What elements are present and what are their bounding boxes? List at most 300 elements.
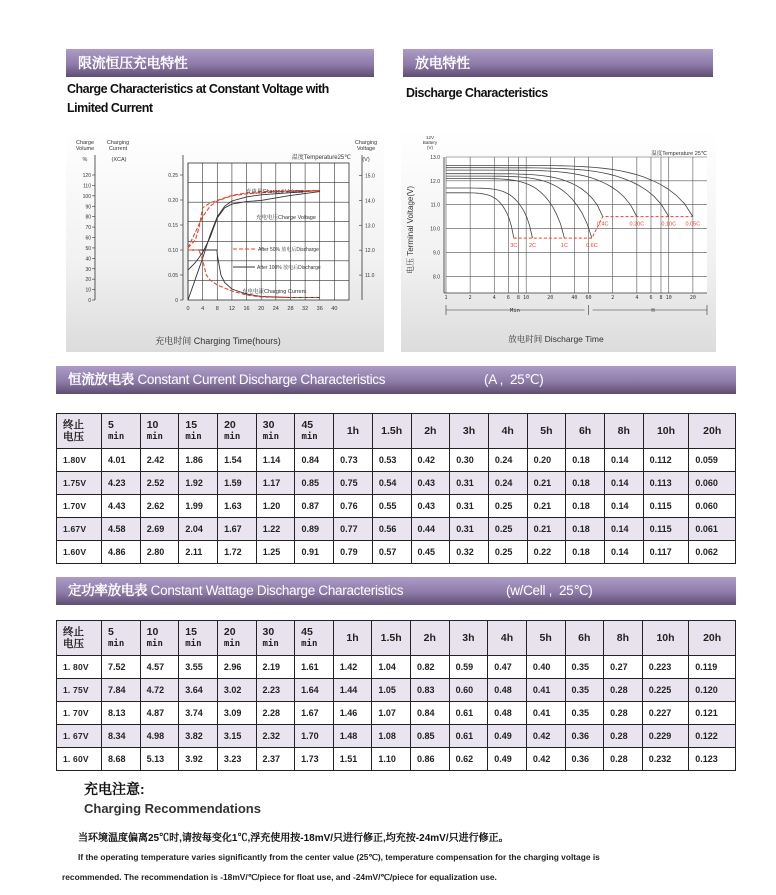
value-cell: 8.13 (102, 702, 141, 725)
value-cell: 0.32 (450, 541, 489, 564)
charge-axis-left1-tick-label: 20 (85, 277, 91, 284)
table-row (57, 679, 736, 702)
value-cell: 0.120 (689, 679, 736, 702)
value-cell: 2.37 (256, 748, 295, 771)
value-cell: 1.67 (218, 518, 257, 541)
header-cell (642, 621, 689, 656)
legend-item-after-50: After 50% 放电后Discharge (258, 247, 319, 253)
charge-x-tick-label: 20 (258, 306, 265, 312)
charge-section-band (66, 49, 374, 77)
discharge-x-tick-min: 8 (516, 295, 520, 301)
charge-subtitle (67, 80, 387, 118)
discharge-rate-label: 3C (510, 243, 518, 250)
value-cell: 1.72 (218, 541, 257, 564)
discharge-x-axis-label: 放电时间 Discharge Time (508, 334, 604, 344)
discharge-rate-label: 0.6C (586, 243, 598, 250)
header-cutoff-bottom: 电压 (63, 431, 84, 443)
value-cell: 1.63 (218, 495, 257, 518)
discharge-x-tick-min: 40 (571, 295, 578, 301)
charge-axis-left1-label-line1: Charge (75, 140, 95, 146)
charge-axis-left2-tick-label: 0.20 (168, 198, 178, 204)
value-cell: 0.18 (566, 449, 605, 472)
header-duration: 20 (224, 419, 236, 431)
header-cell (689, 414, 736, 449)
charge-x-tick-label: 4 (201, 306, 205, 312)
charge-axis-left1-tick-label: 0 (88, 298, 91, 304)
charge-x-tick-label: 8 (215, 306, 219, 312)
header-cell (604, 621, 643, 656)
value-cell: 8.34 (102, 725, 141, 748)
discharge-x-tick-h: 4 (635, 295, 639, 301)
header-cell (604, 414, 643, 449)
header-cell (179, 414, 218, 449)
charge-axis-left1-tick-label: 30 (85, 266, 91, 273)
header-duration: 5 (108, 419, 114, 431)
cc-table-title-en: Constant Current Discharge Characteristics (137, 372, 386, 387)
header-unit: min (262, 639, 279, 649)
header-duration: 1.5h (380, 632, 402, 644)
header-cutoff-bottom: 电压 (63, 638, 84, 650)
header-duration: 10 (146, 419, 159, 431)
value-cell: 0.77 (334, 518, 373, 541)
header-duration: 1.5h (381, 425, 403, 437)
value-cell: 1.07 (372, 702, 411, 725)
cutoff-voltage-cell: 1. 80V (57, 656, 102, 679)
discharge-x-tick-h: 2 (611, 295, 615, 301)
discharge-rate-label: 0.4C (596, 221, 609, 228)
header-unit: min (108, 432, 125, 442)
value-cell: 0.35 (565, 702, 604, 725)
value-cell: 0.76 (334, 495, 373, 518)
charge-x-tick-label: 32 (302, 306, 309, 312)
value-cell: 0.85 (295, 472, 334, 495)
value-cell: 0.123 (689, 748, 736, 771)
header-cell (372, 414, 411, 449)
value-cell: 0.84 (411, 702, 450, 725)
value-cell: 0.30 (450, 449, 489, 472)
value-cell: 2.19 (256, 656, 295, 679)
discharge-y-tick-label: 11.0 (430, 202, 440, 209)
header-cell (140, 621, 179, 656)
discharge-x-tick-min: 2 (468, 295, 472, 301)
value-cell: 0.227 (642, 702, 689, 725)
header-duration: 20 (223, 626, 236, 638)
header-cell (179, 621, 218, 656)
charge-axis-left1-tick-label: 10 (85, 287, 91, 294)
discharge-section-band (403, 49, 713, 77)
discharge-y-tick-label: 12.0 (430, 178, 440, 185)
value-cell: 0.43 (411, 472, 450, 495)
charge-axis-left2-tick-label: 0 (175, 298, 178, 304)
value-cell: 2.04 (179, 518, 218, 541)
value-cell: 0.49 (488, 748, 527, 771)
discharge-x-tick-min: 1 (444, 295, 448, 301)
value-cell: 0.89 (295, 518, 334, 541)
discharge-y-unit-line2: Battery (422, 140, 438, 145)
value-cell: 0.25 (488, 495, 527, 518)
discharge-subtitle: Discharge Characteristics (406, 86, 548, 100)
value-cell: 1.92 (179, 472, 218, 495)
value-cell: 0.062 (689, 541, 736, 564)
header-unit: min (146, 639, 163, 649)
value-cell: 7.84 (102, 679, 141, 702)
value-cell: 4.98 (140, 725, 179, 748)
value-cell: 0.14 (604, 449, 643, 472)
value-cell: 1.67 (295, 702, 334, 725)
header-cell (295, 621, 334, 656)
header-unit: min (185, 639, 202, 649)
value-cell: 0.121 (689, 702, 736, 725)
value-cell: 0.28 (604, 702, 643, 725)
value-cell: 0.48 (488, 702, 527, 725)
header-duration: 3h (462, 425, 476, 437)
cutoff-voltage-cell: 1. 70V (57, 702, 102, 725)
header-unit: min (301, 432, 318, 442)
header-duration: 15 (185, 626, 197, 638)
charge-annotation-charged-volume: 充电量Charged Volume (246, 189, 304, 195)
header-duration: 4h (500, 632, 514, 644)
value-cell: 0.060 (689, 472, 736, 495)
value-cell: 0.18 (566, 541, 605, 564)
value-cell: 0.21 (527, 518, 566, 541)
charge-axis-right-label-line1: Charging (354, 140, 378, 146)
recommendations-line-en1: If the operating temperature varies significantly from the center value (25℃), temperature compensation for the charging voltage is (78, 852, 600, 862)
table-row (57, 449, 736, 472)
header-unit: min (262, 432, 280, 442)
table-row (57, 656, 736, 679)
value-cell: 4.58 (102, 518, 141, 541)
value-cell: 0.061 (689, 518, 736, 541)
value-cell: 7.52 (102, 656, 141, 679)
value-cell: 0.31 (450, 495, 489, 518)
charge-axis-right-tick-label: 14.0 (365, 198, 375, 205)
value-cell: 0.28 (604, 725, 643, 748)
charge-x-tick-label: 16 (243, 306, 250, 312)
charge-x-axis-label: 充电时间 Charging Time(hours) (155, 336, 281, 346)
value-cell: 0.48 (488, 679, 527, 702)
value-cell: 0.59 (449, 656, 488, 679)
charge-axis-left1-tick-label: 120 (82, 173, 91, 179)
header-cell (334, 414, 373, 449)
value-cell: 0.87 (295, 495, 334, 518)
header-duration: 6h (578, 425, 592, 437)
header-cell (566, 414, 605, 449)
charge-axis-left2-tick-label: 0.05 (168, 273, 178, 279)
header-duration: 15 (185, 419, 198, 431)
cw-table-title-cn: 定功率放电表 (68, 583, 148, 598)
charge-axis-left1-unit: % (82, 157, 88, 163)
discharge-chart (401, 130, 716, 352)
header-unit: min (108, 639, 125, 649)
header-cutoff-voltage (57, 414, 102, 449)
header-duration: 8h (617, 425, 630, 437)
charge-axis-left1-label-line2: Volume (75, 146, 95, 152)
header-duration: 2h (424, 425, 437, 437)
header-cell (333, 621, 372, 656)
value-cell: 0.42 (526, 748, 565, 771)
value-cell: 1.14 (256, 449, 295, 472)
header-cell (411, 621, 450, 656)
charge-axis-left1-tick-label: 90 (85, 204, 91, 211)
value-cell: 0.41 (526, 679, 565, 702)
cw-table-title-en: Constant Wattage Discharge Characteristics (150, 583, 404, 598)
value-cell: 0.49 (488, 725, 527, 748)
value-cell: 1.99 (179, 495, 218, 518)
header-unit: min (146, 432, 163, 442)
value-cell: 0.119 (689, 656, 736, 679)
value-cell: 1.64 (295, 679, 334, 702)
charge-axis-right-tick-label: 11.0 (365, 273, 375, 280)
charge-annotation-charge-voltage: 充电电压Charge Voltage (256, 215, 316, 221)
value-cell: 3.23 (217, 748, 256, 771)
cw-table (56, 620, 736, 771)
charge-axis-left1-tick-label: 110 (83, 183, 91, 190)
header-duration: 5h (539, 632, 552, 644)
value-cell: 1.48 (333, 725, 372, 748)
value-cell: 0.060 (689, 495, 736, 518)
header-duration: 8h (616, 632, 630, 644)
value-cell: 2.69 (140, 518, 179, 541)
value-cell: 2.11 (179, 541, 218, 564)
cutoff-voltage-cell: 1.70V (57, 495, 102, 518)
header-duration: 45 (301, 419, 314, 431)
header-duration: 4h (501, 425, 514, 437)
header-cell (295, 414, 334, 449)
value-cell: 1.44 (333, 679, 372, 702)
discharge-rate-label: 1C (560, 243, 568, 250)
value-cell: 0.47 (488, 656, 527, 679)
header-cell (526, 621, 565, 656)
value-cell: 4.57 (140, 656, 179, 679)
header-duration: 5 (108, 626, 114, 638)
value-cell: 0.31 (450, 518, 489, 541)
value-cell: 1.59 (218, 472, 257, 495)
value-cell: 0.18 (566, 472, 605, 495)
value-cell: 2.80 (140, 541, 179, 564)
header-unit: min (185, 432, 202, 442)
table-row (57, 748, 736, 771)
value-cell: 3.92 (179, 748, 218, 771)
header-cell (256, 621, 295, 656)
discharge-y-axis-label: 电压 Terminal Voltage(V) (406, 185, 415, 275)
cc-table (56, 413, 736, 564)
charge-annotation-charging-current: 充电电流Charging Current (242, 289, 307, 295)
charge-chart-svg (66, 130, 384, 352)
value-cell: 0.42 (526, 725, 565, 748)
value-cell: 0.79 (334, 541, 373, 564)
header-cell (217, 621, 256, 656)
value-cell: 0.232 (642, 748, 689, 771)
charge-axis-left2-tick-label: 0.25 (168, 173, 178, 179)
charge-axis-right-tick-label: 15.0 (365, 173, 375, 180)
charge-chart (66, 130, 384, 352)
value-cell: 1.20 (256, 495, 295, 518)
header-duration: 10 (146, 626, 159, 638)
value-cell: 0.57 (372, 541, 411, 564)
discharge-chart-svg (401, 130, 716, 352)
value-cell: 0.113 (643, 472, 689, 495)
value-cell: 4.23 (102, 472, 141, 495)
value-cell: 1.61 (295, 656, 334, 679)
value-cell: 0.62 (449, 748, 488, 771)
charge-axis-left2-unit: (XCA) (111, 157, 127, 163)
cw-table-band (56, 577, 736, 605)
table-row (57, 495, 736, 518)
value-cell: 4.87 (140, 702, 179, 725)
header-cell (372, 621, 411, 656)
value-cell: 0.84 (295, 449, 334, 472)
table-row (57, 702, 736, 725)
header-cell (689, 621, 736, 656)
charge-axis-left1-tick-label: 50 (85, 245, 91, 252)
header-cell (256, 414, 295, 449)
value-cell: 0.82 (411, 656, 450, 679)
value-cell: 0.22 (527, 541, 566, 564)
value-cell: 0.112 (643, 449, 689, 472)
discharge-x-tick-h: 10 (665, 295, 672, 301)
value-cell: 2.96 (217, 656, 256, 679)
value-cell: 0.21 (527, 495, 566, 518)
header-cell (102, 414, 141, 449)
value-cell: 1.73 (295, 748, 334, 771)
discharge-y-tick-label: 9.0 (433, 250, 440, 257)
value-cell: 0.36 (565, 748, 604, 771)
recommendations-heading-en: Charging Recommendations (84, 801, 261, 816)
value-cell: 1.86 (179, 449, 218, 472)
value-cell: 1.51 (333, 748, 372, 771)
value-cell: 2.62 (140, 495, 179, 518)
charge-axis-left1-tick-label: 60 (85, 235, 91, 242)
discharge-x-tick-min: 4 (492, 295, 496, 301)
charge-axis-left1-tick-label: 80 (85, 214, 91, 221)
value-cell: 0.86 (411, 748, 450, 771)
charge-subtitle-line2: Limited Current (67, 101, 153, 115)
header-cell (449, 621, 488, 656)
header-duration: 10h (656, 425, 676, 437)
discharge-rate-label: 2C (529, 243, 537, 250)
value-cell: 0.83 (411, 679, 450, 702)
value-cell: 1.04 (372, 656, 411, 679)
header-duration: 2h (423, 632, 436, 644)
charge-temperature-note: 温度Temperature25℃ (291, 155, 351, 161)
value-cell: 2.32 (256, 725, 295, 748)
value-cell: 0.059 (689, 449, 736, 472)
value-cell: 0.60 (449, 679, 488, 702)
value-cell: 1.46 (333, 702, 372, 725)
value-cell: 0.61 (449, 702, 488, 725)
cutoff-voltage-cell: 1. 75V (57, 679, 102, 702)
value-cell: 0.35 (565, 656, 604, 679)
cutoff-voltage-cell: 1. 60V (57, 748, 102, 771)
table-row (57, 541, 736, 564)
discharge-y-unit-line1: 12V (425, 135, 435, 140)
discharge-y-tick-label: 10.0 (430, 226, 440, 233)
value-cell: 5.13 (140, 748, 179, 771)
value-cell: 0.20 (527, 449, 566, 472)
table-row (57, 725, 736, 748)
table-row (57, 518, 736, 541)
charge-axis-left2-tick-label: 0.15 (168, 223, 178, 229)
value-cell: 0.27 (604, 656, 643, 679)
discharge-x-tick-h: 8 (659, 295, 663, 301)
value-cell: 0.225 (642, 679, 689, 702)
charge-axis-right-tick-label: 13.0 (365, 223, 375, 230)
value-cell: 3.09 (217, 702, 256, 725)
header-duration: 1h (346, 425, 360, 437)
table-header-row (57, 414, 736, 449)
discharge-rate-label: 0.10C (661, 221, 677, 228)
header-duration: 45 (301, 626, 313, 638)
value-cell: 2.28 (256, 702, 295, 725)
value-cell: 0.122 (689, 725, 736, 748)
value-cell: 0.14 (604, 472, 643, 495)
table-row (57, 472, 736, 495)
recommendations-line-cn: 当环境温度偏离25℃时,请按每变化1℃,浮充使用按-18mV/只进行修正,均充按-24mV/只进行修正。 (78, 833, 509, 844)
value-cell: 1.70 (295, 725, 334, 748)
value-cell: 0.40 (526, 656, 565, 679)
value-cell: 0.21 (527, 472, 566, 495)
header-duration: 30 (262, 419, 275, 431)
charge-x-tick-label: 28 (287, 306, 294, 312)
charge-axis-right-label-line2: Voltage (356, 146, 376, 152)
discharge-temperature-note: 温度Temperature 25℃ (651, 151, 707, 157)
discharge-section-title: 放电特性 (415, 55, 470, 71)
header-cell (450, 414, 489, 449)
value-cell: 0.43 (411, 495, 450, 518)
discharge-range-label-min: Min (510, 308, 520, 314)
value-cell: 0.55 (372, 495, 411, 518)
recommendations-line-en2: recommended. The recommendation is -18mV/℃/piece for float use, and -24mV/℃/piece for equalization use. (62, 872, 497, 882)
value-cell: 0.28 (604, 679, 643, 702)
table-header-row (57, 621, 736, 656)
value-cell: 0.91 (295, 541, 334, 564)
header-cutoff-top: 终止 (63, 419, 84, 431)
value-cell: 0.115 (643, 495, 689, 518)
value-cell: 0.61 (449, 725, 488, 748)
value-cell: 0.115 (643, 518, 689, 541)
value-cell: 0.28 (604, 748, 643, 771)
value-cell: 4.01 (102, 449, 141, 472)
header-cutoff-voltage (57, 621, 102, 656)
value-cell: 0.54 (372, 472, 411, 495)
cutoff-voltage-cell: 1.80V (57, 449, 102, 472)
value-cell: 0.44 (411, 518, 450, 541)
value-cell: 0.42 (411, 449, 450, 472)
value-cell: 0.35 (565, 679, 604, 702)
value-cell: 2.52 (140, 472, 179, 495)
header-cell (527, 414, 566, 449)
charge-axis-left2-label-line2: Current (108, 146, 128, 152)
cutoff-voltage-cell: 1.75V (57, 472, 102, 495)
charge-section-title: 限流恒压充电特性 (78, 55, 188, 71)
value-cell: 0.25 (488, 518, 527, 541)
cutoff-voltage-cell: 1. 67V (57, 725, 102, 748)
value-cell: 0.14 (604, 495, 643, 518)
value-cell: 2.42 (140, 449, 179, 472)
charge-x-tick-label: 40 (331, 306, 338, 312)
value-cell: 1.54 (218, 449, 257, 472)
discharge-x-tick-min: 10 (523, 295, 530, 301)
value-cell: 0.53 (372, 449, 411, 472)
discharge-y-unit-line3: (V) (427, 145, 433, 150)
value-cell: 0.229 (642, 725, 689, 748)
value-cell: 3.15 (217, 725, 256, 748)
value-cell: 0.25 (488, 541, 527, 564)
value-cell: 1.25 (256, 541, 295, 564)
value-cell: 1.42 (333, 656, 372, 679)
value-cell: 3.02 (217, 679, 256, 702)
header-duration: 1h (346, 632, 359, 644)
